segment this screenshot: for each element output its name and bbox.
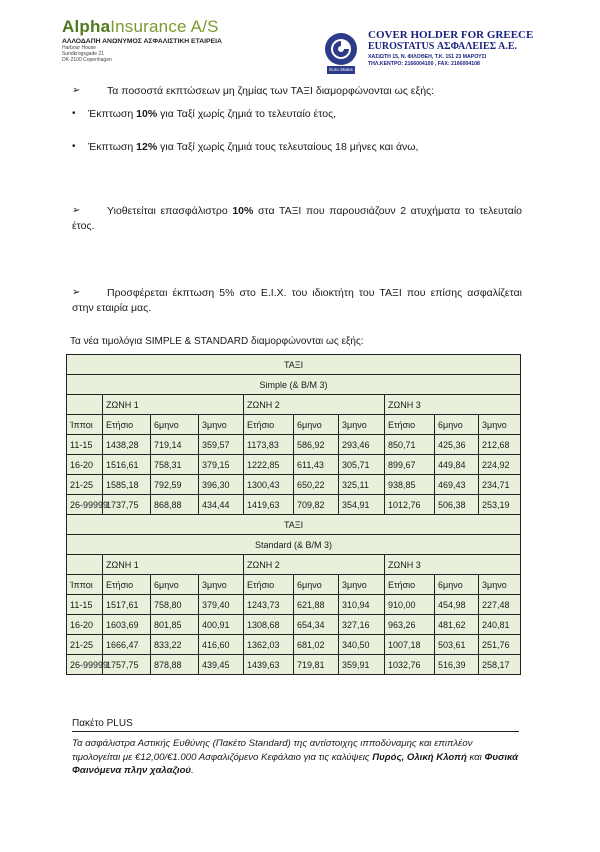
table-block-title-row (67, 535, 521, 555)
table-rate-cell: 359,57 (199, 435, 244, 455)
table-rate-cell: 258,17 (479, 655, 521, 675)
company-address: Harbour House Sundkrogsgade 21 DK-2100 Copenhagen (62, 45, 112, 63)
table-period-header: 3μηνο (339, 575, 385, 595)
table-row (67, 635, 521, 655)
table-period-header: Ετήσιο (103, 415, 151, 435)
table-rate-cell: 1438,28 (103, 435, 151, 455)
table-rate-cell: 396,30 (199, 475, 244, 495)
table-rate-cell: 792,59 (151, 475, 199, 495)
table-rate-cell: 224,92 (479, 455, 521, 475)
table-zone-header: ΖΩΝΗ 3 (385, 395, 521, 415)
table-rate-cell: 251,76 (479, 635, 521, 655)
table-rate-cell: 416,60 (199, 635, 244, 655)
table-rate-cell: 305,71 (339, 455, 385, 475)
table-period-header: 6μηνο (294, 415, 339, 435)
table-rate-cell: 868,88 (151, 495, 199, 515)
table-rate-cell: 719,14 (151, 435, 199, 455)
table-rate-cell: 325,11 (339, 475, 385, 495)
table-zone-row (67, 555, 521, 575)
table-rate-cell: 1666,47 (103, 635, 151, 655)
table-rate-cell: 1308,68 (244, 615, 294, 635)
table-rate-cell: 1362,03 (244, 635, 294, 655)
table-taxi-heading: ΤΑΞΙ (67, 515, 521, 535)
table-rate-cell: 1757,75 (103, 655, 151, 675)
table-row (67, 595, 521, 615)
table-rate-cell: 340,50 (339, 635, 385, 655)
table-rate-cell: 503,61 (435, 635, 479, 655)
table-rate-cell: 801,85 (151, 615, 199, 635)
table-zone-header: ΖΩΝΗ 3 (385, 555, 521, 575)
table-rate-cell: 293,46 (339, 435, 385, 455)
surcharge-text: Υιοθετείται επασφάλιστρο 10% στα ΤΑΞΙ που παρουσιάζουν 2 ατυχήματα το τελευταίο έτος. (72, 205, 522, 232)
table-period-header: Ετήσιο (244, 575, 294, 595)
table-row (67, 495, 521, 515)
table-hp-range-cell: 21-25 (67, 475, 103, 495)
table-rate-cell: 212,68 (479, 435, 521, 455)
table-rate-cell: 709,82 (294, 495, 339, 515)
table-rate-cell: 1439,63 (244, 655, 294, 675)
table-rate-cell: 481,62 (435, 615, 479, 635)
table-rate-cell: 439,45 (199, 655, 244, 675)
table-rate-cell: 611,43 (294, 455, 339, 475)
table-rate-cell: 240,81 (479, 615, 521, 635)
table-hp-range-cell: 11-15 (67, 595, 103, 615)
table-rate-cell: 327,16 (339, 615, 385, 635)
table-rate-cell: 621,88 (294, 595, 339, 615)
table-rate-cell: 425,36 (435, 435, 479, 455)
table-hp-range-cell: 16-20 (67, 455, 103, 475)
table-zone-header: ΖΩΝΗ 2 (244, 555, 385, 575)
table-period-row (67, 575, 521, 595)
cover-holder-title: COVER HOLDER FOR GREECE (368, 29, 534, 41)
table-hp-range-cell: 26-99999 (67, 655, 103, 675)
table-period-header: 6μηνο (151, 415, 199, 435)
table-rate-cell: 1007,18 (385, 635, 435, 655)
table-intro-text: Τα νέα τιμολόγια SIMPLE & STANDARD διαμορφώνονται ως εξής: (70, 336, 364, 347)
table-rate-cell: 400,91 (199, 615, 244, 635)
table-period-header: 3μηνο (199, 415, 244, 435)
plus-divider (72, 731, 519, 732)
table-rate-cell: 1222,85 (244, 455, 294, 475)
table-period-header: 6μηνο (294, 575, 339, 595)
table-rate-cell: 434,44 (199, 495, 244, 515)
table-rate-cell: 850,71 (385, 435, 435, 455)
table-rate-cell: 454,98 (435, 595, 479, 615)
table-zone-header: ΖΩΝΗ 1 (103, 395, 244, 415)
eurostatus-phone: ΤΗΛ.ΚΕΝΤΡΟ: 2166004100 , FAX: 2166004108 (368, 61, 480, 67)
table-row (67, 475, 521, 495)
table-rate-cell: 758,80 (151, 595, 199, 615)
table-rate-cell: 1516,61 (103, 455, 151, 475)
owner-discount-text: Προσφέρεται έκπτωση 5% στο Ε.Ι.Χ. του ιδιοκτήτη του ΤΑΞΙ που επίσης ασφαλίζεται στην εταιρία μας. (72, 287, 522, 314)
eurostatus-seal-caption: Euro Status (327, 66, 355, 74)
table-rate-cell: 719,81 (294, 655, 339, 675)
table-rate-cell: 758,31 (151, 455, 199, 475)
table-rate-cell: 516,39 (435, 655, 479, 675)
bullet-icon: • (72, 141, 76, 152)
table-row (67, 655, 521, 675)
table-rate-cell: 227,48 (479, 595, 521, 615)
alpha-insurance-logo: AlphaInsurance A/S (62, 17, 219, 36)
table-rate-cell: 359,91 (339, 655, 385, 675)
table-period-header: 6μηνο (435, 575, 479, 595)
cover-holder-block (368, 30, 533, 67)
table-taxi-header-row (67, 355, 521, 375)
table-rate-cell: 899,67 (385, 455, 435, 475)
table-rate-cell: 963,26 (385, 615, 435, 635)
table-zone-header: ΖΩΝΗ 2 (244, 395, 385, 415)
table-rate-cell: 1517,61 (103, 595, 151, 615)
table-rate-cell: 681,02 (294, 635, 339, 655)
table-rate-cell: 1300,43 (244, 475, 294, 495)
bullet-icon: • (72, 108, 76, 119)
table-rate-cell: 910,00 (385, 595, 435, 615)
table-rate-cell: 354,91 (339, 495, 385, 515)
table-zone-row (67, 395, 521, 415)
table-period-header: Ετήσιο (385, 415, 435, 435)
table-rate-cell: 253,19 (479, 495, 521, 515)
table-period-header: Ετήσιο (385, 575, 435, 595)
table-rate-cell: 833,22 (151, 635, 199, 655)
table-rate-cell: 650,22 (294, 475, 339, 495)
company-type: ΑΛΛΟΔΑΠΗ ΑΝΩΝΥΜΟΣ ΑΣΦΑΛΙΣΤΙΚΗ ΕΤΑΙΡΕΙΑ (62, 38, 222, 45)
table-rate-cell: 310,94 (339, 595, 385, 615)
table-rate-cell: 506,38 (435, 495, 479, 515)
table-rate-cell: 654,34 (294, 615, 339, 635)
taxi-rates-table (66, 354, 521, 675)
table-period-header: 3μηνο (199, 575, 244, 595)
table-taxi-header-row (67, 515, 521, 535)
table-rate-cell: 938,85 (385, 475, 435, 495)
table-hp-range-cell: 16-20 (67, 615, 103, 635)
plus-package-text: Τα ασφάλιστρα Αστικής Ευθύνης (Πακέτο Standard) της αντίστοιχης ιπποδύναμης και επιπλέον τιμολογείται με €12,00/€1.000 Ασφαλιζόμενο Κεφάλαιο για τις καλύψεις Πυρός, Ολική Κλοπή και Φυσικά Φαινόμενα πλην χαλαζιού. (72, 738, 519, 776)
table-rate-cell: 1419,63 (244, 495, 294, 515)
table-block-title: Simple (& B/M 3) (67, 375, 521, 395)
table-period-header: Ετήσιο (244, 415, 294, 435)
arrow-bullet-icon: ➢ (72, 205, 81, 216)
discount-bullet-2: Έκπτωση 12% για Ταξί χωρίς ζημιά τους τελευταίους 18 μήνες και άνω, (88, 141, 419, 153)
table-rate-cell: 379,15 (199, 455, 244, 475)
eurostatus-header (324, 20, 540, 76)
alpha-insurance-header (62, 18, 262, 63)
plus-package-title: Πακέτο PLUS (72, 718, 133, 729)
table-hp-header: Ίπποι (67, 575, 103, 595)
table-rate-cell: 1173,83 (244, 435, 294, 455)
table-period-row (67, 415, 521, 435)
table-rate-cell: 379,40 (199, 595, 244, 615)
table-period-header: Ετήσιο (103, 575, 151, 595)
table-row (67, 615, 521, 635)
eurostatus-name: EUROSTATUS ΑΣΦΑΛΕΙΕΣ Α.Ε. (368, 41, 517, 52)
table-period-header: 3μηνο (479, 575, 521, 595)
table-rate-cell: 449,84 (435, 455, 479, 475)
eurostatus-address: ΧΑΣΙΩΤΗ 15, Ν. ΦΙΛΟΘΕΗ, Τ.Κ. 151 23 ΜΑΡΟΥΣΙ (368, 54, 487, 60)
table-period-header: 3μηνο (339, 415, 385, 435)
table-block-title: Standard (& B/M 3) (67, 535, 521, 555)
table-rate-cell: 1032,76 (385, 655, 435, 675)
table-hp-range-cell: 21-25 (67, 635, 103, 655)
eurostatus-logo-icon (324, 32, 358, 66)
table-empty-cell (67, 555, 103, 575)
table-row (67, 435, 521, 455)
table-rate-cell: 878,88 (151, 655, 199, 675)
table-rate-cell: 586,92 (294, 435, 339, 455)
table-period-header: 3μηνο (479, 415, 521, 435)
table-hp-range-cell: 11-15 (67, 435, 103, 455)
table-rate-cell: 1603,69 (103, 615, 151, 635)
table-rate-cell: 234,71 (479, 475, 521, 495)
arrow-bullet-icon: ➢ (72, 287, 81, 298)
table-taxi-heading: ΤΑΞΙ (67, 355, 521, 375)
discount-bullet-1: Έκπτωση 10% για Ταξί χωρίς ζημιά το τελευταίο έτος, (88, 108, 337, 120)
table-row (67, 455, 521, 475)
arrow-bullet-icon: ➢ (72, 85, 81, 96)
table-block-title-row (67, 375, 521, 395)
table-rate-cell: 469,43 (435, 475, 479, 495)
intro-text: Τα ποσοστά εκπτώσεων μη ζημίας των ΤΑΞΙ διαμορφώνονται ως εξής: (107, 85, 435, 97)
table-zone-header: ΖΩΝΗ 1 (103, 555, 244, 575)
table-hp-range-cell: 26-99999 (67, 495, 103, 515)
table-rate-cell: 1585,18 (103, 475, 151, 495)
table-rate-cell: 1012,76 (385, 495, 435, 515)
table-empty-cell (67, 395, 103, 415)
table-hp-header: Ίπποι (67, 415, 103, 435)
table-period-header: 6μηνο (435, 415, 479, 435)
table-period-header: 6μηνο (151, 575, 199, 595)
table-rate-cell: 1243,73 (244, 595, 294, 615)
table-rate-cell: 1737,75 (103, 495, 151, 515)
